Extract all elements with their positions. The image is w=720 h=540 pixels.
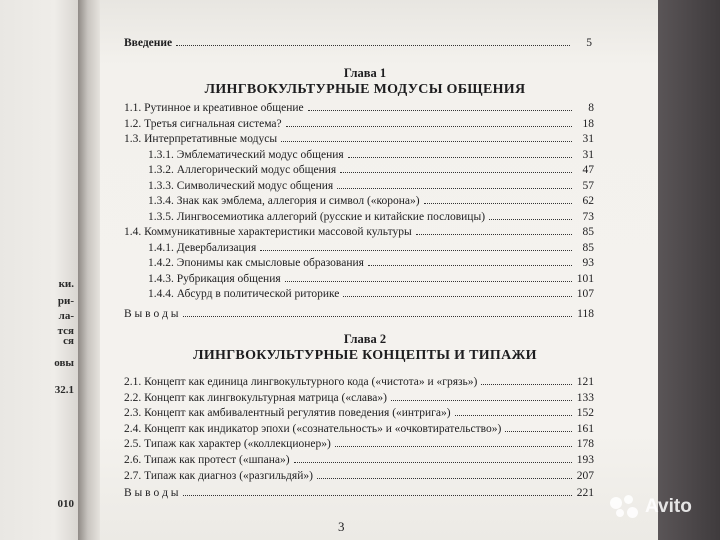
toc-entry-page: 121: [576, 376, 594, 388]
toc-entry-title: 1.4.1. Девербализация: [148, 241, 257, 254]
chapter2-title: ЛИНГВОКУЛЬТУРНЫЕ КОНЦЕПТЫ И ТИПАЖИ: [193, 348, 537, 363]
toc-entry-page: 8: [588, 102, 594, 114]
toc-entry-page: 133: [576, 391, 594, 404]
toc-entry-page: 18: [582, 117, 594, 130]
toc-entry-title: 1.3.1. Эмблематический модус общения: [148, 148, 344, 161]
book-gutter: [78, 0, 100, 540]
left-page-edge: [0, 0, 78, 540]
toc-entry: [148, 272, 594, 286]
toc-entry-title: 1.4.3. Рубрикация общения: [148, 272, 281, 285]
dot-leader: [335, 437, 572, 447]
toc-entry: [148, 194, 594, 208]
toc-entry-page: 57: [582, 179, 594, 192]
toc-entry-title: 1.3.2. Аллегорический модус общения: [148, 164, 337, 176]
dot-leader: [481, 375, 572, 385]
toc-entry-page: 31: [582, 133, 594, 145]
dot-leader: [455, 406, 572, 416]
toc-entry: [148, 256, 594, 270]
toc-entry: [124, 117, 594, 131]
toc-entry: [148, 287, 594, 301]
dot-leader: [308, 101, 572, 111]
toc-entry-title: 1.3. Интерпретативные модусы: [124, 133, 278, 145]
toc-entry: [124, 375, 594, 389]
toc-intro-label: Введение: [124, 37, 173, 49]
chapter1-title: ЛИНГВОКУЛЬТУРНЫЕ МОДУСЫ ОБЩЕНИЯ: [204, 82, 526, 97]
toc-entry-title: 2.5. Типаж как характер («коллекционер»): [124, 438, 331, 451]
page-number: 3: [338, 519, 345, 534]
toc-entry-title: 1.3.3. Символический модус общения: [148, 179, 334, 192]
dot-leader: [343, 287, 572, 297]
toc-entry-page: 93: [582, 257, 594, 269]
conclusions-label: В ы в о д ы: [124, 308, 179, 320]
toc-entry: [124, 406, 594, 420]
toc-entry-title: 2.3. Концепт как амбивалентный регулятив поведения («интрига»): [124, 407, 451, 420]
dot-leader: [285, 272, 572, 282]
dot-leader: [424, 194, 572, 204]
toc-entry: [124, 101, 594, 115]
watermark-text: Avito: [645, 496, 692, 517]
toc-entry-title: 1.4.2. Эпонимы как смысловые образования: [148, 257, 364, 269]
toc-entry-title: 1.2. Третья сигнальная система?: [124, 117, 282, 130]
left-fragment: 010: [57, 498, 74, 510]
toc-entry: [124, 453, 594, 467]
toc-entry-page: 85: [582, 226, 594, 238]
toc-entry-page: 152: [576, 407, 594, 420]
dot-leader: [416, 225, 572, 235]
toc-entry: [148, 179, 594, 193]
toc-entry: [124, 437, 594, 451]
toc-entry: [148, 148, 594, 162]
toc-entry-title: 2.6. Типаж как протест («шпана»): [124, 454, 290, 466]
toc-entry-page: 62: [582, 195, 594, 207]
toc-intro: [124, 36, 592, 50]
toc-entry-title: 1.4.4. Абсурд в политической риторике: [148, 288, 340, 300]
toc-entry-page: 107: [576, 288, 594, 300]
toc-entry: [148, 241, 594, 255]
chapter1-heading: Глава 1: [343, 66, 387, 80]
avito-logo-icon: [610, 495, 640, 519]
dot-leader: [317, 469, 572, 479]
toc-entry: [148, 210, 594, 224]
toc-entry: [148, 163, 594, 177]
left-fragment: ки.: [58, 278, 74, 290]
left-fragment: ри-: [57, 295, 74, 307]
toc-entry-title: 1.1. Рутинное и креативное общение: [124, 102, 304, 114]
left-fragment: тся: [57, 325, 74, 337]
toc-entry-page: 178: [576, 438, 594, 451]
dot-leader: [489, 210, 572, 220]
toc-entry-page: 161: [576, 422, 594, 435]
dot-leader: [286, 117, 572, 127]
dot-leader: [337, 179, 572, 189]
conclusions-page: 118: [577, 308, 594, 320]
dot-leader: [368, 256, 572, 266]
dot-leader: [505, 422, 572, 432]
toc-entry-page: 207: [576, 469, 594, 482]
toc-entry-title: 2.4. Концепт как индикатор эпохи («сознательность» и «очковтирательство»): [124, 422, 502, 435]
left-fragment: ла-: [58, 310, 74, 322]
toc-entry-page: 47: [582, 164, 594, 176]
left-fragment: 32.1: [54, 384, 74, 396]
toc-entry-page: 85: [582, 241, 594, 254]
toc-entry-title: 1.3.5. Лингвосемиотика аллегорий (русские и китайские пословицы): [148, 210, 486, 223]
toc-entry-page: 193: [576, 454, 594, 466]
dot-leader: [183, 486, 572, 496]
toc-entry-page: 101: [576, 272, 594, 285]
dot-leader: [348, 148, 572, 158]
toc-entry-title: 2.1. Концепт как единица лингвокультурного кода («чистота» и «грязь»): [124, 376, 478, 388]
dot-leader: [281, 132, 572, 142]
toc-entry-title: 1.4. Коммуникативные характеристики массовой культуры: [124, 226, 412, 238]
toc-entry-page: 73: [582, 210, 594, 223]
toc-entry-title: 2.7. Типаж как диагноз («разгильдяй»): [124, 469, 313, 482]
toc-entry: [124, 469, 594, 483]
left-fragment: ся: [63, 335, 74, 347]
conclusions-label: В ы в о д ы: [124, 487, 179, 499]
toc-intro-page: 5: [586, 37, 592, 49]
dot-leader: [294, 453, 572, 463]
dot-leader: [340, 163, 572, 173]
toc-entry: [124, 225, 594, 239]
chapter2-conclusions: [124, 486, 594, 500]
toc-entry: [124, 422, 594, 436]
dot-leader: [260, 241, 572, 251]
toc-entry-title: 2.2. Концепт как лингвокультурная матрица («слава»): [124, 391, 387, 404]
chapter2-heading: Глава 2: [343, 332, 387, 346]
chapter1-conclusions: [124, 307, 594, 321]
dot-leader: [391, 391, 572, 401]
toc-entry: [124, 132, 594, 146]
dot-leader: [176, 36, 570, 46]
toc-entry-title: 1.3.4. Знак как эмблема, аллегория и символ («корона»): [148, 195, 420, 207]
dot-leader: [183, 307, 572, 317]
background-surface: [658, 0, 720, 540]
left-fragment: овы: [54, 357, 74, 369]
avito-watermark: [610, 495, 692, 519]
toc-entry: [124, 391, 594, 405]
toc-entry-page: 31: [582, 148, 594, 161]
conclusions-page: 221: [576, 487, 594, 499]
